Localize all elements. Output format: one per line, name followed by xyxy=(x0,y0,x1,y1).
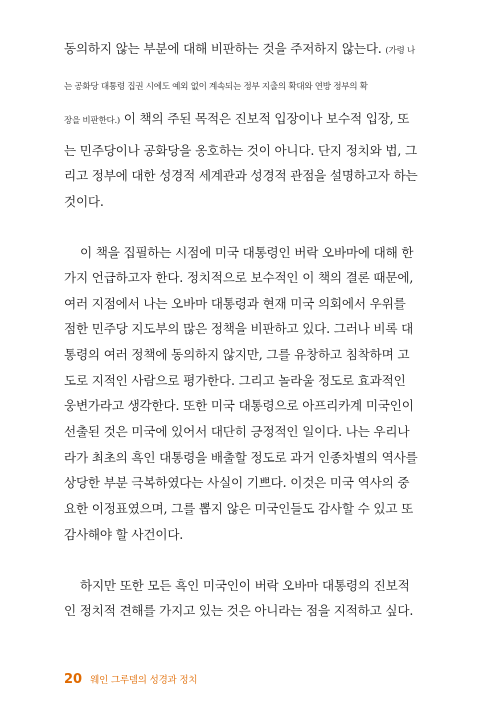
running-title: 웨인 그루뎀의 성경과 정치 xyxy=(90,675,198,686)
body-text-line xyxy=(64,76,426,96)
body-text-line: 상당한 부분 극복하였다는 사실이 기쁘다. 이것은 미국 역사의 중 xyxy=(64,475,410,490)
body-text-line: 선출된 것은 미국에 있어서 대단히 긍정적인 일이다. 나는 우리나 xyxy=(64,424,410,439)
body-text-line: 이 책을 집필하는 시점에 미국 대통령인 버락 오바마에 대해 한 xyxy=(80,245,414,260)
parenthetical-note: 는 공화당 대통령 집권 시에도 예외 없이 계속되는 정부 지출의 확대와 연방 정부의 확 xyxy=(64,82,368,92)
body-text-line: 라가 최초의 흑인 대통령을 배출할 정도로 과거 인종차별의 역사를 xyxy=(64,450,418,465)
body-text-line: 감사해야 할 사건이다. xyxy=(64,527,184,542)
parenthetical-note: (가령 나 xyxy=(385,46,415,56)
page-footer xyxy=(64,672,197,692)
body-text-line: 여러 지점에서 나는 오바마 대통령과 현재 미국 의회에서 우위를 xyxy=(64,296,406,311)
body-text-line: 인 정치적 견해를 가지고 있는 것은 아니라는 점을 지적하고 싶다. xyxy=(64,603,414,618)
body-text-line: 는 민주당이나 공화당을 옹호하는 것이 아니다. 단지 정치와 법, 그 xyxy=(64,143,417,158)
body-text-line: 도로 지적인 사람으로 평가한다. 그리고 놀라울 정도로 효과적인 xyxy=(64,373,406,388)
parenthetical-note: 장을 비판한다.) xyxy=(64,116,120,126)
body-text-line: 것이다. xyxy=(64,194,104,209)
body-text-line: 통령의 여러 정책에 동의하지 않지만, 그를 유창하고 침착하며 고 xyxy=(64,347,410,362)
body-text-line xyxy=(64,110,426,130)
page-number: 20 xyxy=(64,672,83,687)
body-text-line: 요한 이정표였으며, 그를 뽑지 않은 미국인들도 감사할 수 있고 또 xyxy=(64,501,414,516)
body-text-line: 웅변가라고 생각한다. 또한 미국 대통령으로 아프리카계 미국인이 xyxy=(64,398,414,413)
body-text: 동의하지 않는 부분에 대해 비판하는 것을 주저하지 않는다. xyxy=(64,41,382,56)
body-text-line: 가지 언급하고자 한다. 정치적으로 보수적인 이 책의 결론 때문에, xyxy=(64,270,414,285)
body-text-line: 점한 민주당 지도부의 많은 정책을 비판하고 있다. 그러나 비록 대 xyxy=(64,321,414,336)
body-text-line: 하지만 또한 모든 흑인 미국인이 버락 오바마 대통령의 진보적 xyxy=(80,578,410,593)
body-text: 이 책의 주된 목적은 진보적 입장이나 보수적 입장, 또 xyxy=(119,111,410,126)
body-text-line: 리고 정부에 대한 성경적 세계관과 성경적 관점을 설명하고자 하는 xyxy=(64,168,418,183)
body-text-line xyxy=(64,40,426,60)
